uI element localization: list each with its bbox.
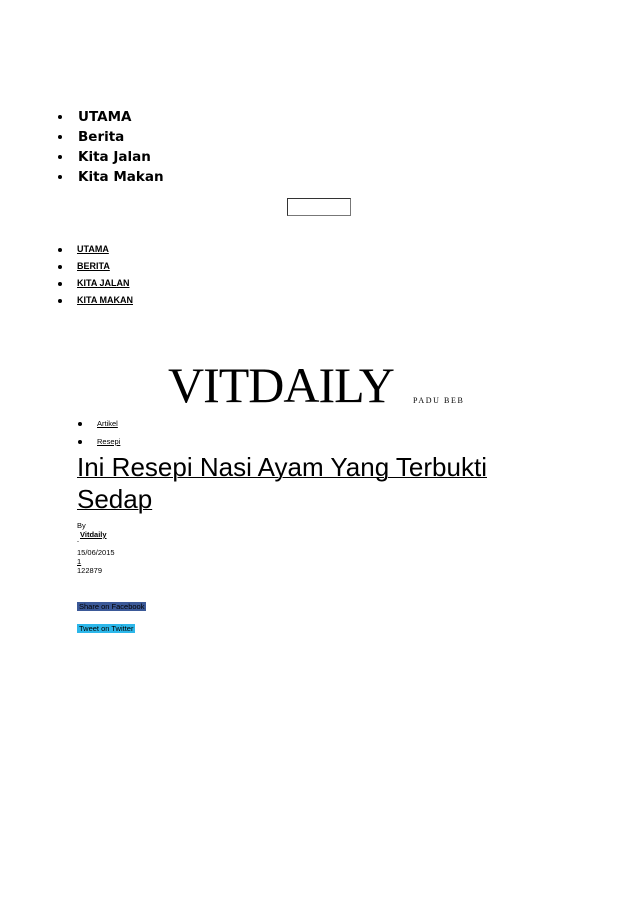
top-nav-item-utama[interactable] <box>58 107 164 127</box>
top-nav-link[interactable]: Berita <box>78 129 125 145</box>
top-nav-item-berita[interactable] <box>58 127 164 147</box>
meta-separator: - <box>77 539 79 545</box>
article-title-link[interactable]: Ini Resepi Nasi Ayam Yang Terbukti Sedap <box>77 452 487 514</box>
main-nav-menu <box>58 241 133 309</box>
top-nav-link[interactable]: UTAMA <box>78 109 132 125</box>
category-link[interactable]: Resepi <box>97 437 121 446</box>
comment-count-link[interactable]: 1 <box>77 557 82 566</box>
category-item-resepi[interactable] <box>78 433 120 451</box>
view-count: 122879 <box>77 566 103 575</box>
main-nav-link[interactable]: BERITA <box>77 261 110 271</box>
publish-date: 15/06/2015 <box>77 548 115 557</box>
author-link[interactable]: Vitdaily <box>80 530 107 539</box>
breadcrumb <box>78 415 120 451</box>
main-nav-link[interactable]: UTAMA <box>77 244 109 254</box>
top-nav-item-kita-jalan[interactable] <box>58 147 164 167</box>
category-item-artikel[interactable] <box>78 415 120 433</box>
top-nav-link[interactable]: Kita Jalan <box>78 149 151 165</box>
article-title <box>77 451 547 515</box>
share-facebook-button[interactable]: Share on Facebook <box>79 602 145 611</box>
main-nav-item-berita[interactable] <box>58 258 133 275</box>
search-input[interactable] <box>287 198 351 216</box>
byline-label: By <box>77 521 86 530</box>
share-twitter-button[interactable]: Tweet on Twitter <box>79 624 134 633</box>
main-nav-link[interactable]: KITA JALAN <box>77 278 130 288</box>
top-nav-link[interactable]: Kita Makan <box>78 169 164 185</box>
site-logo[interactable]: VITDAILY <box>168 357 394 413</box>
main-nav-item-kita-jalan[interactable] <box>58 275 133 292</box>
top-nav-item-kita-makan[interactable] <box>58 167 164 187</box>
main-nav-item-utama[interactable] <box>58 241 133 258</box>
main-nav-link[interactable]: KITA MAKAN <box>77 295 133 305</box>
main-nav-item-kita-makan[interactable] <box>58 292 133 309</box>
category-link[interactable]: Artikel <box>97 419 118 428</box>
top-nav-menu <box>58 107 164 187</box>
site-tagline: PADU BEB <box>413 396 465 405</box>
